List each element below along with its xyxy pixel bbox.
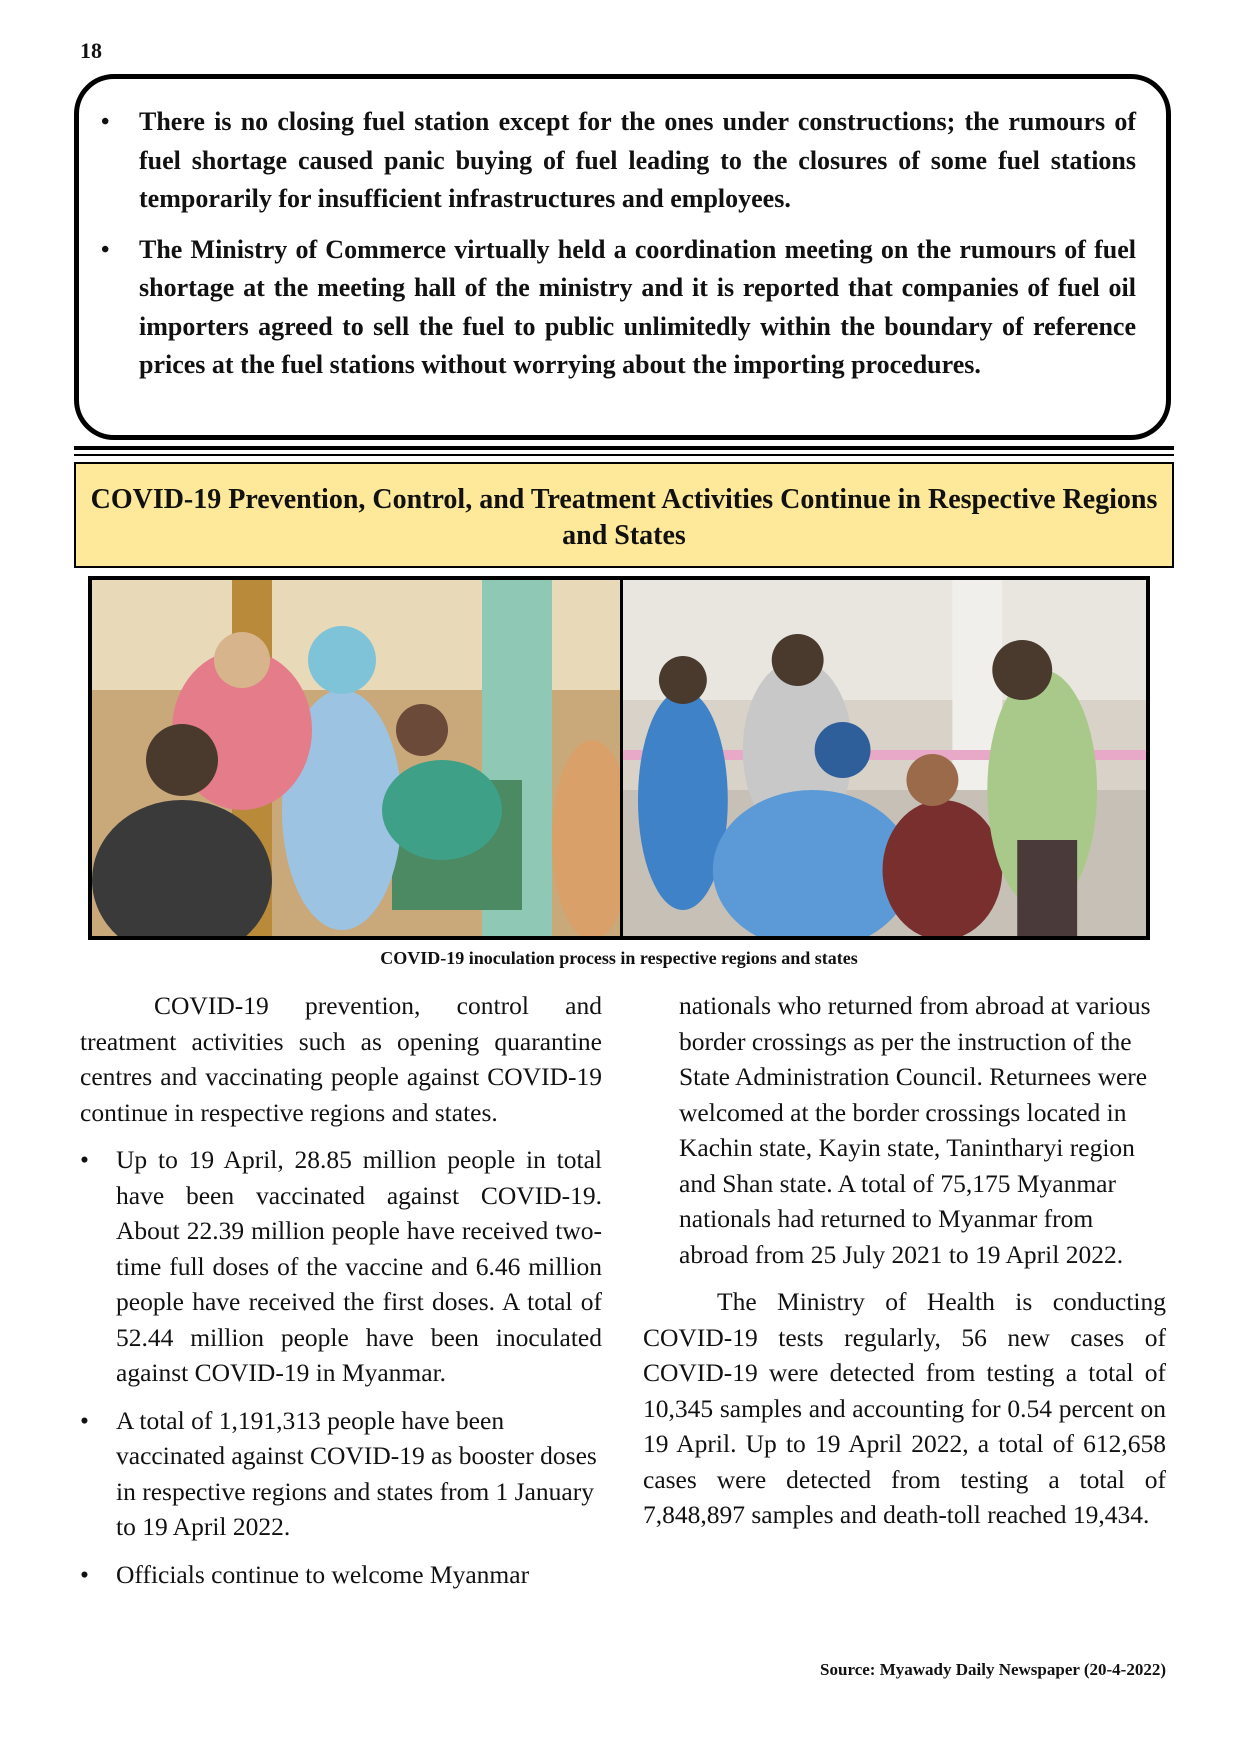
page-number: 18 bbox=[80, 38, 102, 63]
vaccination-photo-right bbox=[623, 580, 1146, 936]
article-bullet-continuation: nationals who returned from abroad at various border crossings as per the instruction of the State Administration Council. Returnees were welcomed at the border crossings located in Kachin state, Kayin state, Tanintharyi region and Shan state. A total of 75,175 Myanmar nationals had returned to Myanmar from abroad from 25 July 2021 to 19 April 2022. bbox=[679, 991, 1151, 1269]
section-rule-thin bbox=[74, 454, 1174, 456]
article-bullet: • Up to 19 April, 28.85 million people in total have been vaccinated against COVID-19. About 22.39 million people have received two-time full doses of the vaccine and 6.46 million people have received the first doses. A total of 52.44 million people have been inoculated against COVID-19 in Myanmar. bbox=[80, 1142, 602, 1391]
photo-caption: COVID-19 inoculation process in respective regions and states bbox=[380, 948, 858, 968]
article-bullet: • Officials continue to welcome Myanmar bbox=[80, 1557, 602, 1593]
note-item: • There is no closing fuel station except for the ones under constructions; the rumours of fuel shortage caused panic buying of fuel leading to the closures of some fuel stations temporarily for insufficient infrastructures and employees. bbox=[109, 103, 1136, 219]
article-bullet: • A total of 1,191,313 people have been vaccinated against COVID-19 as booster doses in respective regions and states from 1 January to 19 April 2022. bbox=[80, 1403, 602, 1545]
fuel-notes-box bbox=[74, 74, 1171, 440]
fuel-notes-list bbox=[109, 103, 1136, 385]
vaccination-photo-left bbox=[92, 580, 620, 936]
source-credit: Source: Myawady Daily Newspaper (20-4-2022) bbox=[820, 1660, 1166, 1679]
photo-strip bbox=[88, 576, 1150, 940]
article-column-right bbox=[643, 988, 1166, 1545]
section-rule-thick bbox=[74, 446, 1174, 450]
article-headline: COVID-19 Prevention, Control, and Treatment Activities Continue in Respective Regions and States bbox=[74, 462, 1174, 568]
note-item: • The Ministry of Commerce virtually held a coordination meeting on the rumours of fuel shortage at the meeting hall of the ministry and it is reported that companies of fuel oil importers agreed to sell the fuel to public unlimitedly within the boundary of reference prices at the fuel stations without worrying about the importing procedures. bbox=[109, 231, 1136, 385]
article-bullets bbox=[80, 1142, 602, 1592]
article-intro: COVID-19 prevention, control and treatment activities such as opening quarantine centres and vaccinating people against COVID-19 continue in respective regions and states. bbox=[80, 991, 602, 1127]
article-closing: The Ministry of Health is conducting COVID-19 tests regularly, 56 new cases of COVID-19 were detected from testing a total of 10,345 samples and accounting for 0.54 percent on 19 April. Up to 19 April 2022, a total of 612,658 cases were detected from testing a total of 7,848,897 samples and death-toll reached 19,434. bbox=[643, 1287, 1166, 1529]
article-column-left bbox=[80, 988, 602, 1604]
